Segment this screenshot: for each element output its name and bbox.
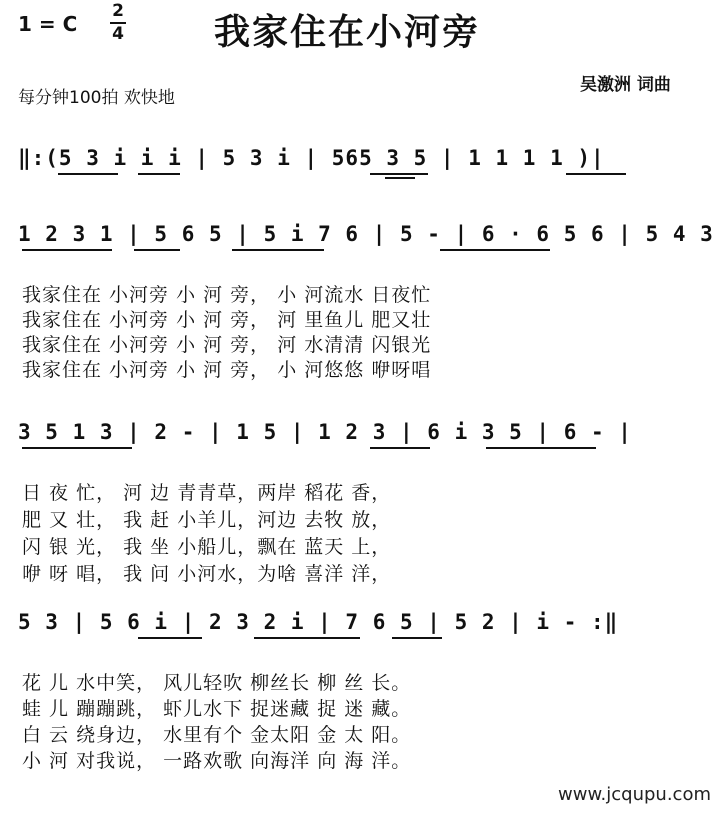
lyric-2-2: 肥 又 壮， 我 赶 小羊儿，河边 去牧 放， — [22, 509, 392, 531]
beam-3b — [385, 177, 415, 179]
lyric-1-3: 我家住在 小河旁 小 河 旁， 河 水清清 闪银光 — [22, 334, 432, 356]
beam-12 — [138, 637, 202, 639]
tempo-marking: 每分钟100拍 欢快地 — [18, 88, 175, 108]
key-signature: 1 = C — [18, 12, 78, 36]
beam-9 — [22, 447, 132, 449]
beam-3 — [370, 173, 428, 175]
beam-11 — [486, 447, 596, 449]
score-line-4: 5 3 | 5 6 i | 2 3 2 i | 7 6 5 | 5 2 | i - :‖ — [18, 610, 619, 634]
beam-5 — [22, 249, 112, 251]
song-title: 我家住在小河旁 — [214, 12, 481, 53]
lyric-2-1: 日 夜 忙， 河 边 青青草，两岸 稻花 香， — [22, 482, 392, 504]
lyric-1-2: 我家住在 小河旁 小 河 旁， 河 里鱼儿 肥又壮 — [22, 309, 432, 331]
beam-4 — [566, 173, 626, 175]
lyric-3-2: 蛙 儿 蹦蹦跳， 虾儿水下 捉迷藏 捉 迷 藏。 — [22, 698, 412, 720]
lyric-2-3: 闪 银 光， 我 坐 小船儿，飘在 蓝天 上， — [22, 536, 392, 558]
beam-14 — [392, 637, 442, 639]
score-line-2: 1 2 3 1 | 5 6 5 | 5 i 7 6 | 5 - | 6 · 6 5 6 | 5 4 3 — [18, 222, 714, 246]
time-signature — [110, 2, 126, 44]
lyric-1-4: 我家住在 小河旁 小 河 旁， 小 河悠悠 咿呀唱 — [22, 359, 432, 381]
beam-13 — [254, 637, 360, 639]
lyric-1-1: 我家住在 小河旁 小 河 旁， 小 河流水 日夜忙 — [22, 284, 432, 306]
lyric-3-3: 白 云 绕身边， 水里有个 金太阳 金 太 阳。 — [22, 724, 412, 746]
beam-1 — [58, 173, 118, 175]
site-watermark: www.jcqupu.com — [558, 784, 711, 805]
beam-6 — [134, 249, 180, 251]
score-line-3: 3 5 1 3 | 2 - | 1 5 | 1 2 3 | 6 i 3 5 | 6 - | — [18, 420, 632, 444]
score-line-1: ‖:(5 3 i i i | 5 3 i | 565 3 5 | 1 1 1 1 )| — [18, 146, 605, 170]
meter-top: 2 — [112, 1, 124, 21]
author-credit: 吴激洲 词曲 — [580, 75, 671, 95]
lyric-3-4: 小 河 对我说， 一路欢歌 向海洋 向 海 洋。 — [22, 750, 412, 772]
beam-8 — [440, 249, 550, 251]
lyric-3-1: 花 儿 水中笑， 风儿轻吹 柳丝长 柳 丝 长。 — [22, 672, 412, 694]
beam-10 — [370, 447, 430, 449]
beam-7 — [232, 249, 324, 251]
meter-bottom: 4 — [112, 24, 124, 44]
beam-2 — [138, 173, 180, 175]
lyric-2-4: 咿 呀 唱， 我 问 小河水，为啥 喜洋 洋， — [22, 563, 392, 585]
